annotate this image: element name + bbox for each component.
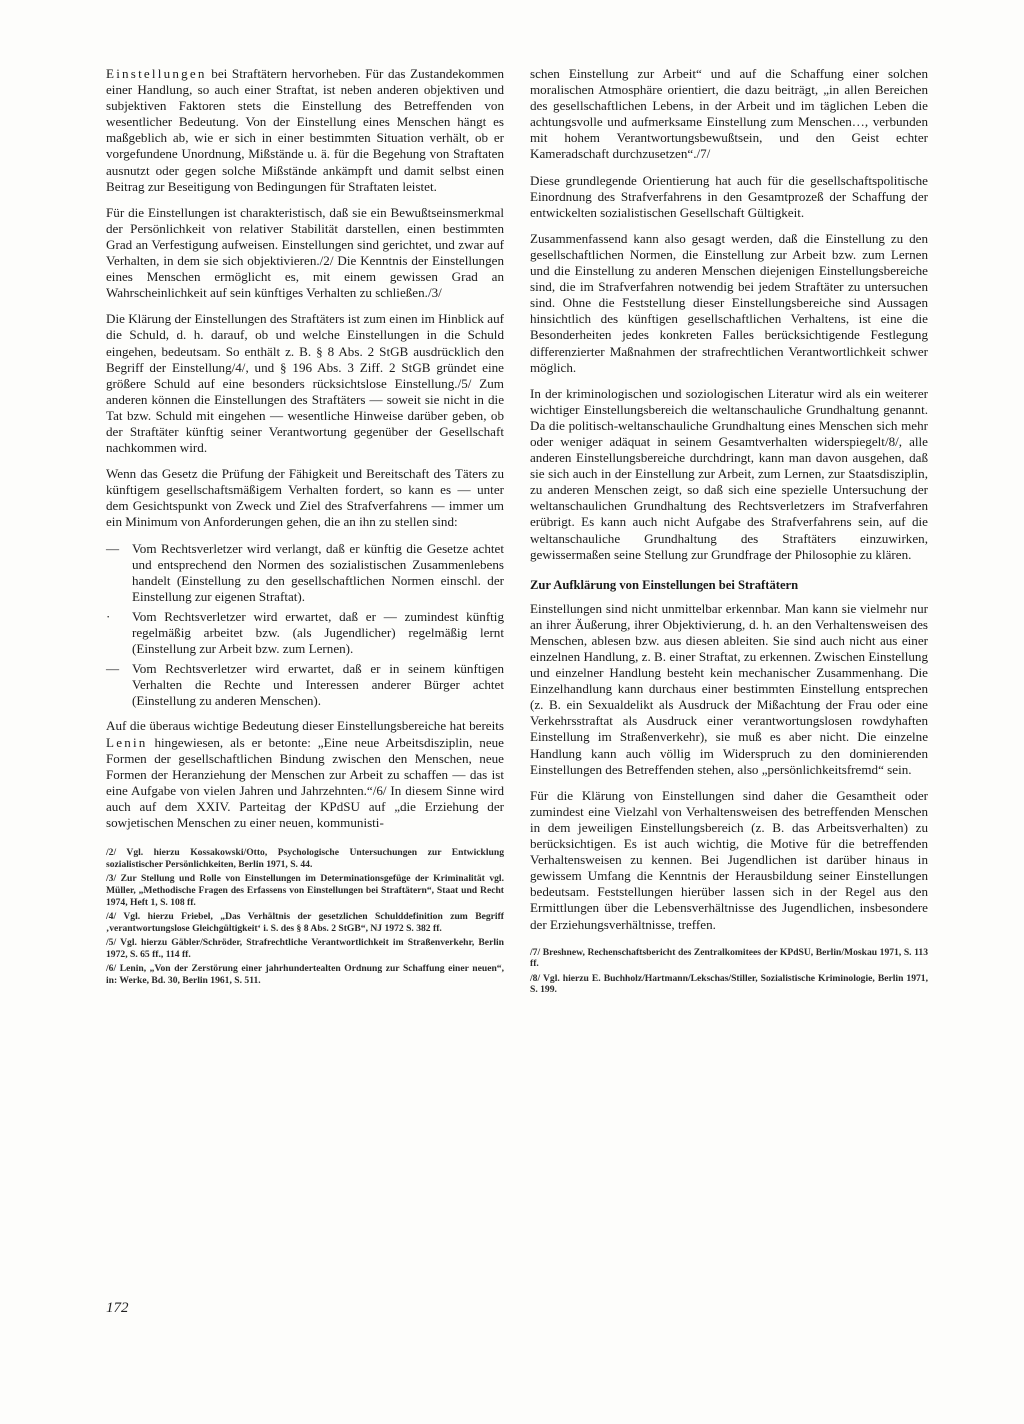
left-column bbox=[106, 66, 504, 990]
list-item bbox=[106, 661, 504, 709]
footnotes bbox=[530, 947, 928, 996]
footnote: /2/ Vgl. hierzu Kossakowski/Otto, Psychologische Untersuchungen zur Entwicklung sozialistischer Persönlichkeiten, Berlin 1971, S. 44. bbox=[106, 847, 504, 870]
paragraph: Für die Klärung von Einstellungen sind daher die Gesamtheit oder zumindest eine Vielzahl von Verhaltensweisen des betreffenden Menschen in dem jeweiligen Einstellungsbereich (z. B. das Arbeitsverhalten) zu berücksichtigen. Es ist auch wichtig, die Motive für die betreffenden Verhaltensweisen zu kennen. Bei Jugendlichen ist darüber hinaus in gewissem Umfang die Kenntnis der Herausbildung seiner Einstellungen bedeutsam. Feststellungen hierüber lassen sich in der Regel aus den Ermittlungen über die Lebensverhältnisse des Jugendlichen, insbesondere der Erziehungsverhältnisse, treffen. bbox=[530, 787, 928, 932]
paragraph bbox=[106, 718, 504, 831]
footnote: /3/ Zur Stellung und Rolle von Einstellungen im Determinationsgefüge der Kriminalität vgl. Müller, „Methodische Fragen des Erfassens von Einstellungen bei Straftätern“, Staat und Recht 1974, Heft 1, S. 108 ff. bbox=[106, 873, 504, 908]
paragraph: schen Einstellung zur Arbeit“ und auf die Schaffung einer solchen moralischen Atmosphäre orientiert, die dazu beiträgt, „in allen Bereichen des gesellschaftlichen Lebens, in der Arbeit und im täglichen Leben die achtungsvolle und aufmerksame Einstellung zum Menschen…, verbunden mit hohem Verantwortungsbewußtsein, und den Geist echter Kameradschaft durchzusetzen“./7/ bbox=[530, 66, 928, 162]
paragraph: Diese grundlegende Orientierung hat auch für die gesellschaftspolitische Einordnung des Strafverfahrens in den Gesamtprozeß der Schaffung der entwickelten sozialistischen Gesellschaft Gültigkeit. bbox=[530, 172, 928, 220]
list-item bbox=[106, 609, 504, 657]
page-number: 172 bbox=[106, 1300, 129, 1316]
dash-marker: · bbox=[106, 608, 111, 624]
paragraph: Zusammenfassend kann also gesagt werden, daß die Einstellung zu den gesellschaftlichen Normen, die Einstellung zur Arbeit bzw. zum Lernen und die Einstellung zu anderen Menschen diejenigen Einstellungsbereiche sind, die im Strafverfahren notwendig bei jedem Straftäter zu untersuchen sind. Ohne die Feststellung dieser Einstellungsbereiche sind Aussagen hinsichtlich des künftigen gesellschaftlichen Verhaltens, ist eine die Besonderheiten jedes konkreten Falles berücksichtigende Festlegung differenzierter Maßnahmen der strafrechtlichen Verantwortlichkeit schwer möglich. bbox=[530, 230, 928, 375]
paragraph: Einstellungen sind nicht unmittelbar erkennbar. Man kann sie vielmehr nur an ihrer Äußerung, ihrer Objektivierung, d. h. an den Verhaltensweisen des Menschen, ablesen bzw. aus diesen ableiten. Sie sind auch nicht aus einer einzelnen Handlung, z. B. einer Straftat, zu erkennen. Zwischen Einstellung und einzelner Handlung besteht kein mechanischer Zusammenhang. Die Einzelhandlung kann durchaus einer bestimmten Einstellung entsprechen (z. B. ein Sexualdelikt als Ausdruck der Mißachtung der Frau oder eine Verkehrsstraftat als Ausdruck einer verantwortungslosen rowdyhaften Einstellung im Straßenverkehr), sie muß es aber nicht. Die einzelne Handlung kann auch völlig im Widerspruch zu den dominierenden Einstellungen des Betreffenden stehen, also „persönlichkeitsfremd“ sein. bbox=[530, 600, 928, 777]
list-item-text: Vom Rechtsverletzer wird erwartet, daß er — zumindest künftig regelmäßig arbeitet bzw. (als Jugendlicher) regelmäßig lernt (Einstellung zur Arbeit bzw. zum Lernen). bbox=[132, 608, 504, 657]
list-item bbox=[106, 541, 504, 605]
footnote: /7/ Breshnew, Rechenschaftsbericht des Zentralkomitees der KPdSU, Berlin/Moskau 1971, S. 113 ff. bbox=[530, 946, 928, 970]
spaced-term: Einstellungen bbox=[106, 66, 207, 81]
requirements-list bbox=[106, 541, 504, 710]
list-item-text: Vom Rechtsverletzer wird verlangt, daß er künftig die Gesetze achtet und entsprechend den Normen des sozialistischen Zusammenlebens handelt (Einstellung zu den gesellschaftlichen Normen einschl. der Einstellung zur eigenen Straftat). bbox=[132, 540, 504, 604]
paragraph-text: bei Straftätern hervorheben. Für das Zustandekommen einer Handlung, so auch einer Straftat, ist neben anderen objektiven und subjektiven Faktoren stets die Einstellung des Betreffenden von wesentlicher Bedeutung. Von der Einstellung eines Menschen hängt es maßgeblich ab, wie er sich in einer bestimmten Situation verhält, ob er vorgefundene Unordnung, Mißstände u. ä. für die Begehung von Straftaten ausnutzt oder gegen solche Mißstände ankämpft und damit selbst einen Beitrag zur Beseitigung von Bedingungen für Straftaten leistet. bbox=[106, 66, 504, 194]
footnote: /8/ Vgl. hierzu E. Buchholz/Hartmann/Lekschas/Stiller, Sozialistische Kriminologie, Berlin 1971, S. 199. bbox=[530, 972, 928, 996]
paragraph: In der kriminologischen und soziologischen Literatur wird als ein weiterer wichtiger Einstellungsbereich die weltanschauliche Grundhaltung genannt. Da die politisch-weltanschauliche Grundhaltung eines Menschen sich mehr oder weniger adäquat in seinem Gesamtverhalten widerspiegelt/8/, alle anderen Einstellungsbereiche durchdringt, kann man davon ausgehen, daß sie sich auch in der Einstellung zur Arbeit, zum Lernen, zur Staatsdisziplin, zu anderen Menschen zeigt, so daß sich eine spezielle Untersuchung der weltanschaulichen Grundhaltung des Rechtsverletzers im Strafverfahren erübrigt. Es kann auch nicht Aufgabe des Strafverfahrens sein, auf die weltanschauliche Grundhaltung des Straftäters einzuwirken, gewissermaßen seine Stellung zur Grundfrage der Philosophie zu klären. bbox=[530, 385, 928, 562]
paragraph bbox=[106, 66, 504, 195]
footnote: /5/ Vgl. hierzu Gäbler/Schröder, Strafrechtliche Verantwortlichkeit im Straßenverkehr, Berlin 1972, S. 65 ff., 114 ff. bbox=[106, 937, 504, 960]
paragraph-text: hingewiesen, als er betonte: „Eine neue Arbeitsdisziplin, neue Formen der gesellschaftlichen Bindung zwischen den Menschen, neue Formen der Heranziehung der Menschen zur Arbeit zu schaffen — das ist eine Aufgabe von vielen Jahren und Jahrzehnten.“/6/ In diesem Sinne wird auch auf dem XXIV. Parteitag der KPdSU auf „die Erziehung der sowjetischen Menschen zu einer neuen, kommunisti- bbox=[106, 734, 504, 831]
paragraph: Für die Einstellungen ist charakteristisch, daß sie ein Bewußtseinsmerkmal der Persönlichkeit von relativer Stabilität darstellen, einen bestimmten Grad an Verfestigung aufweisen. Einstellungen sind gerichtet, und zwar auf Verhalten, in dem sie sich objektivieren./2/ Die Kenntnis der Einstellungen eines Menschen ermöglicht es, mit einem gewissen Grad an Wahrscheinlichkeit auf sein künftiges Verhalten zu schließen./3/ bbox=[106, 204, 504, 301]
footnote: /6/ Lenin, „Von der Zerstörung einer jahrhundertealten Ordnung zur Schaffung einer neuen“, in: Werke, Bd. 30, Berlin 1961, S. 511. bbox=[106, 963, 504, 987]
spaced-term: Lenin bbox=[106, 734, 148, 750]
list-item-text: Vom Rechtsverletzer wird erwartet, daß er in seinem künftigen Verhalten die Rechte und Interessen anderer Bürger achtet (Einstellung zu anderen Menschen). bbox=[132, 661, 504, 709]
footnote: /4/ Vgl. hierzu Friebel, „Das Verhältnis der gesetzlichen Schulddefinition zum Begriff ‚verantwortungslose Gleichgültigkeit‘ i. S. des § 8 Abs. 2 StGB“, NJ 1972 S. 382 ff. bbox=[106, 911, 504, 934]
dash-marker: — bbox=[106, 540, 120, 556]
right-column bbox=[530, 66, 928, 999]
paragraph: Die Klärung der Einstellungen des Straftäters ist zum einen im Hinblick auf die Schuld, d. h. darauf, ob und welche Einstellungen in die Schuld eingehen, bedeutsam. So enthält z. B. § 8 Abs. 2 StGB ausdrücklich den Begriff der Einstellung/4/, und § 196 Abs. 3 Ziff. 2 StGB gründet eine größere Schuld auf eine besonders rücksichtslose Einstellung./5/ Zum anderen können die Einstellungen des Straftäters — soweit sie nicht in die Tat bzw. Schuld mit eingehen — wesentliche Hinweise darüber geben, ob der Straftäter künftig seiner Verantwortung gegenüber der Gesellschaft nachkommen wird. bbox=[106, 311, 504, 456]
dash-marker: — bbox=[106, 661, 120, 677]
footnotes bbox=[106, 847, 504, 987]
paragraph-text: Auf die überaus wichtige Bedeutung dieser Einstellungsbereiche hat bereits bbox=[106, 718, 504, 734]
section-heading: Zur Aufklärung von Einstellungen bei Straftätern bbox=[530, 577, 799, 592]
paragraph: Wenn das Gesetz die Prüfung der Fähigkeit und Bereitschaft des Täters zu künftigem gesellschaftsmäßigem Verhalten fordert, so kann es — unter dem Gesichtspunkt von Zweck und Ziel des Strafverfahrens — immer um ein Minimum von Anforderungen gehen, die an ihn zu stellen sind: bbox=[106, 466, 504, 530]
